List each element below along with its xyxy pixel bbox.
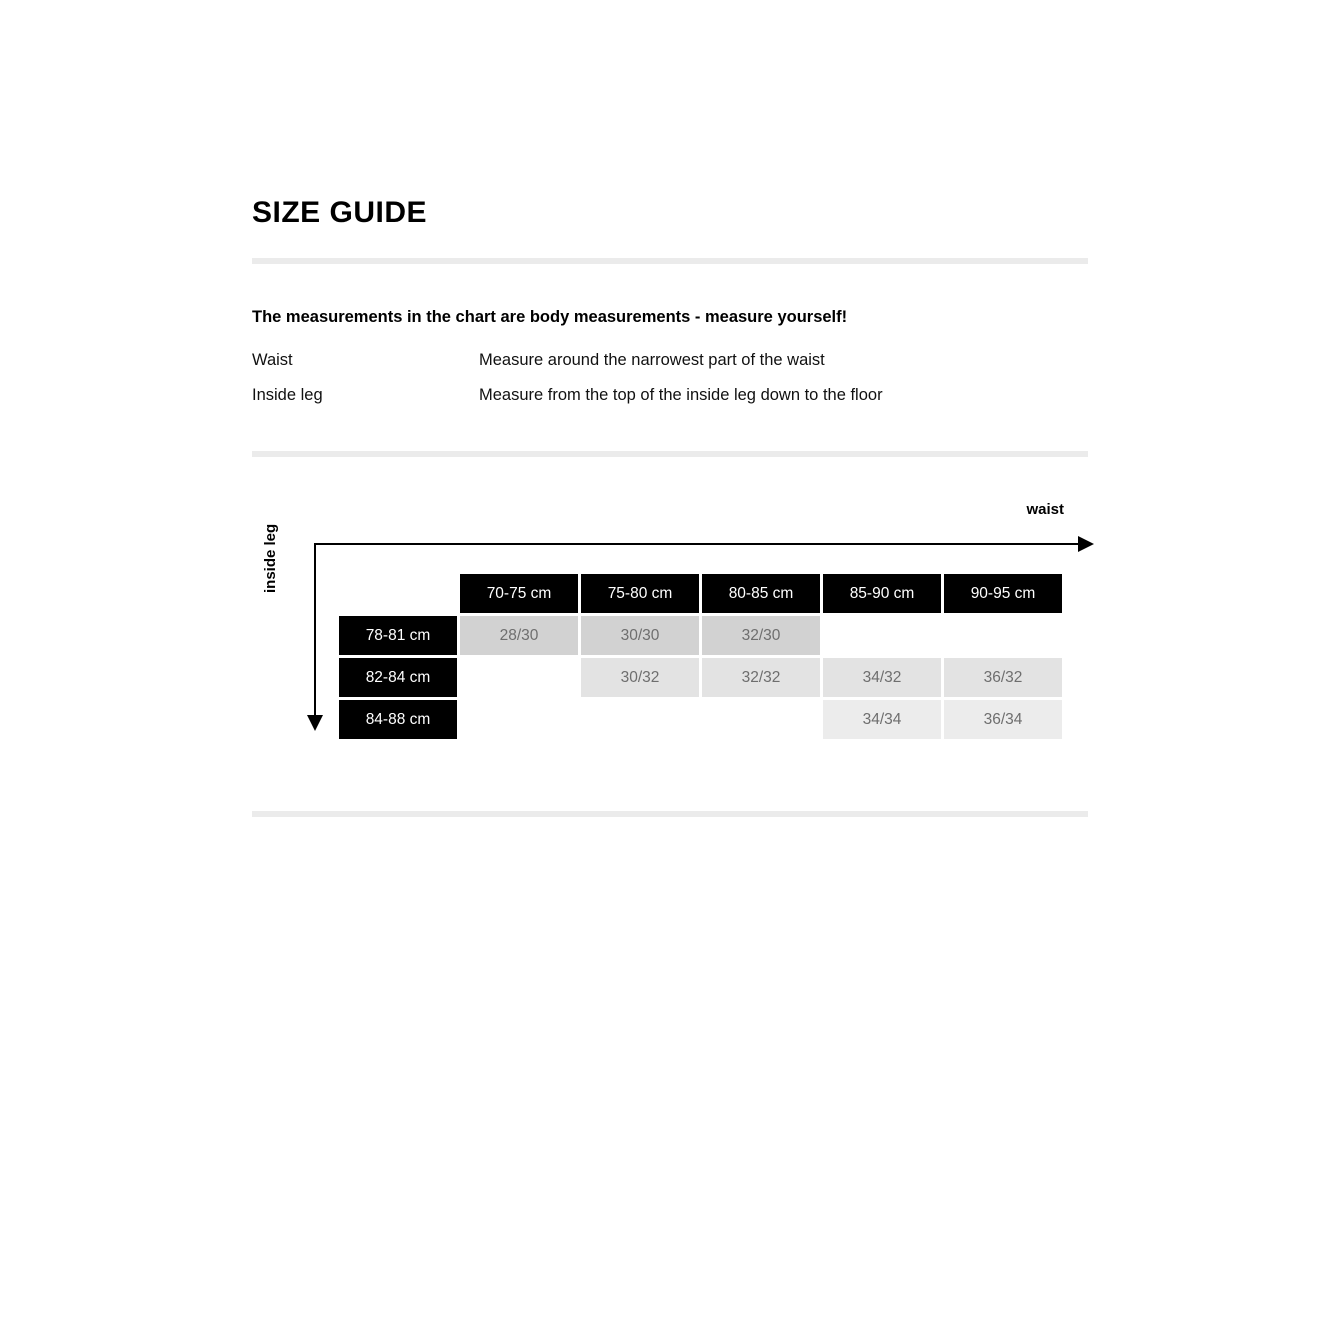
cell-r2c4: 34/32 (823, 658, 941, 697)
divider-bottom (252, 811, 1088, 817)
cell-r3c4: 34/34 (823, 700, 941, 739)
cell-r2c3: 32/32 (702, 658, 820, 697)
definition-row-waist (252, 351, 1088, 370)
inside-leg-axis-label: inside leg (262, 523, 279, 593)
definition-term-waist: Waist (252, 351, 293, 369)
divider-middle (252, 451, 1088, 457)
size-table (336, 571, 1065, 742)
cell-r3c3 (702, 700, 820, 739)
row-header-2: 82-84 cm (339, 658, 457, 697)
table-row (339, 658, 1062, 697)
cell-r1c1: 28/30 (460, 616, 578, 655)
column-header-5: 90-95 cm (944, 574, 1062, 613)
cell-r3c1 (460, 700, 578, 739)
definition-term-inside-leg: Inside leg (252, 386, 323, 404)
page-title: SIZE GUIDE (252, 196, 428, 229)
cell-r2c1 (460, 658, 578, 697)
table-corner-cell (339, 574, 457, 613)
column-header-1: 70-75 cm (460, 574, 578, 613)
column-header-2: 75-80 cm (581, 574, 699, 613)
vertical-axis-line (314, 543, 316, 719)
size-guide-document (252, 196, 1088, 817)
table-row (339, 616, 1062, 655)
cell-r2c2: 30/32 (581, 658, 699, 697)
definition-description-waist: Measure around the narrowest part of the waist (479, 351, 825, 369)
column-header-3: 80-85 cm (702, 574, 820, 613)
cell-r1c2: 30/30 (581, 616, 699, 655)
definition-description-inside-leg: Measure from the top of the inside leg down to the floor (479, 386, 883, 404)
intro-section (252, 308, 1088, 405)
cell-r1c4 (823, 616, 941, 655)
column-header-4: 85-90 cm (823, 574, 941, 613)
divider-top (252, 258, 1088, 264)
waist-axis-label: waist (1026, 501, 1064, 518)
definition-row-inside-leg (252, 386, 1088, 405)
table-row (339, 700, 1062, 739)
size-chart (252, 493, 1088, 793)
right-arrow-icon (1078, 536, 1094, 552)
row-header-1: 78-81 cm (339, 616, 457, 655)
intro-heading: The measurements in the chart are body measurements - measure yourself! (252, 308, 848, 326)
horizontal-axis-line (314, 543, 1088, 545)
table-header-row (339, 574, 1062, 613)
row-header-3: 84-88 cm (339, 700, 457, 739)
cell-r1c5 (944, 616, 1062, 655)
down-arrow-icon (307, 715, 323, 731)
cell-r2c5: 36/32 (944, 658, 1062, 697)
cell-r3c2 (581, 700, 699, 739)
cell-r3c5: 36/34 (944, 700, 1062, 739)
cell-r1c3: 32/30 (702, 616, 820, 655)
